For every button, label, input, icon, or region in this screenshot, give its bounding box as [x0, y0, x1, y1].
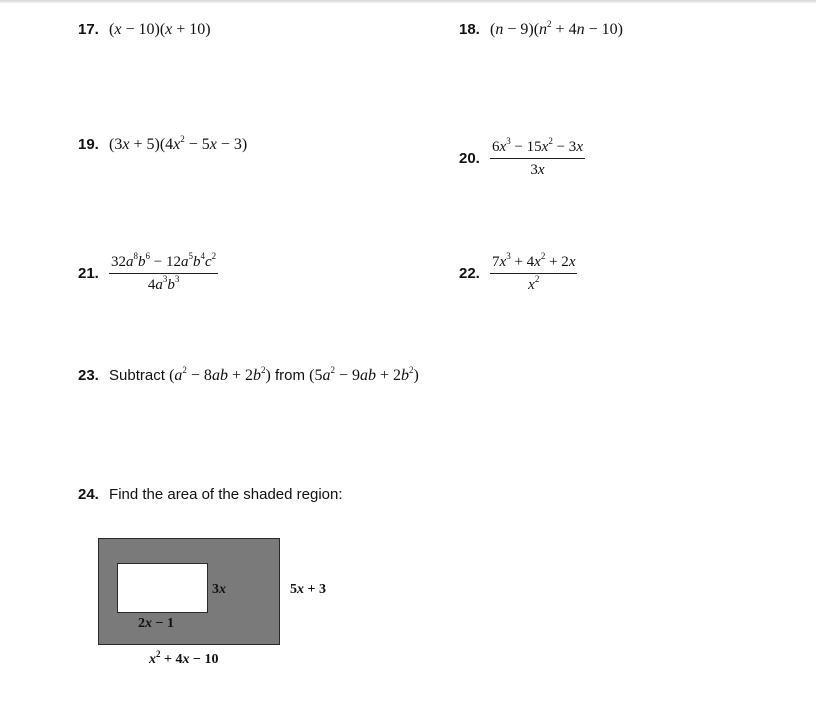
- problem-number: 19.: [78, 136, 99, 153]
- fraction-expression: $\frac{32a^8b^6 - 12a^5b^4c^2}{4a^3b^3}$: [111, 251, 217, 293]
- problem-24: [78, 486, 343, 504]
- instruction-text: Find the area of the shaded region:: [109, 486, 343, 503]
- expression: $(n - 9)(n^2 + 4n - 10)$: [490, 19, 623, 38]
- inner-height-label: 3x: [212, 582, 226, 597]
- fraction-expression: $\frac{7x^3 + 4x^2 + 2x}{x^2}$: [492, 251, 576, 293]
- problem-number: 22.: [459, 264, 480, 282]
- subtract-word: Subtract: [109, 367, 165, 384]
- expression-first: $(a^2 - 8ab + 2b^2)$: [169, 365, 271, 384]
- problem-19: [78, 136, 247, 154]
- inner-width-label: 2x − 1: [138, 616, 174, 631]
- problem-21: [78, 253, 218, 294]
- outer-width-label: $x^2 + 4x - 10$: [149, 649, 219, 667]
- problem-22: [459, 253, 577, 294]
- problem-number: 20.: [459, 149, 480, 167]
- expression-second: $(5a^2 - 9ab + 2b^2)$: [309, 365, 419, 384]
- problem-number: 17.: [78, 21, 99, 38]
- expression: (x − 10)(x + 10): [109, 21, 211, 38]
- unshaded-inner-rectangle: [117, 563, 208, 613]
- problem-18: [459, 21, 623, 39]
- problem-number: 21.: [78, 264, 99, 282]
- from-word: from: [274, 367, 305, 384]
- problem-17: [78, 21, 211, 39]
- problem-20: [459, 138, 585, 179]
- problem-number: 18.: [459, 21, 480, 38]
- problem-23: [78, 367, 419, 385]
- problem-number: 24.: [78, 486, 99, 503]
- fraction-expression: $\frac{6x^3 - 15x^2 - 3x}{3x}$: [492, 136, 583, 178]
- window-top-edge: [0, 0, 816, 3]
- outer-height-label: 5x + 3: [290, 582, 326, 597]
- problem-number: 23.: [78, 367, 99, 384]
- expression: $(3x + 5)(4x^2 - 5x - 3)$: [109, 134, 248, 153]
